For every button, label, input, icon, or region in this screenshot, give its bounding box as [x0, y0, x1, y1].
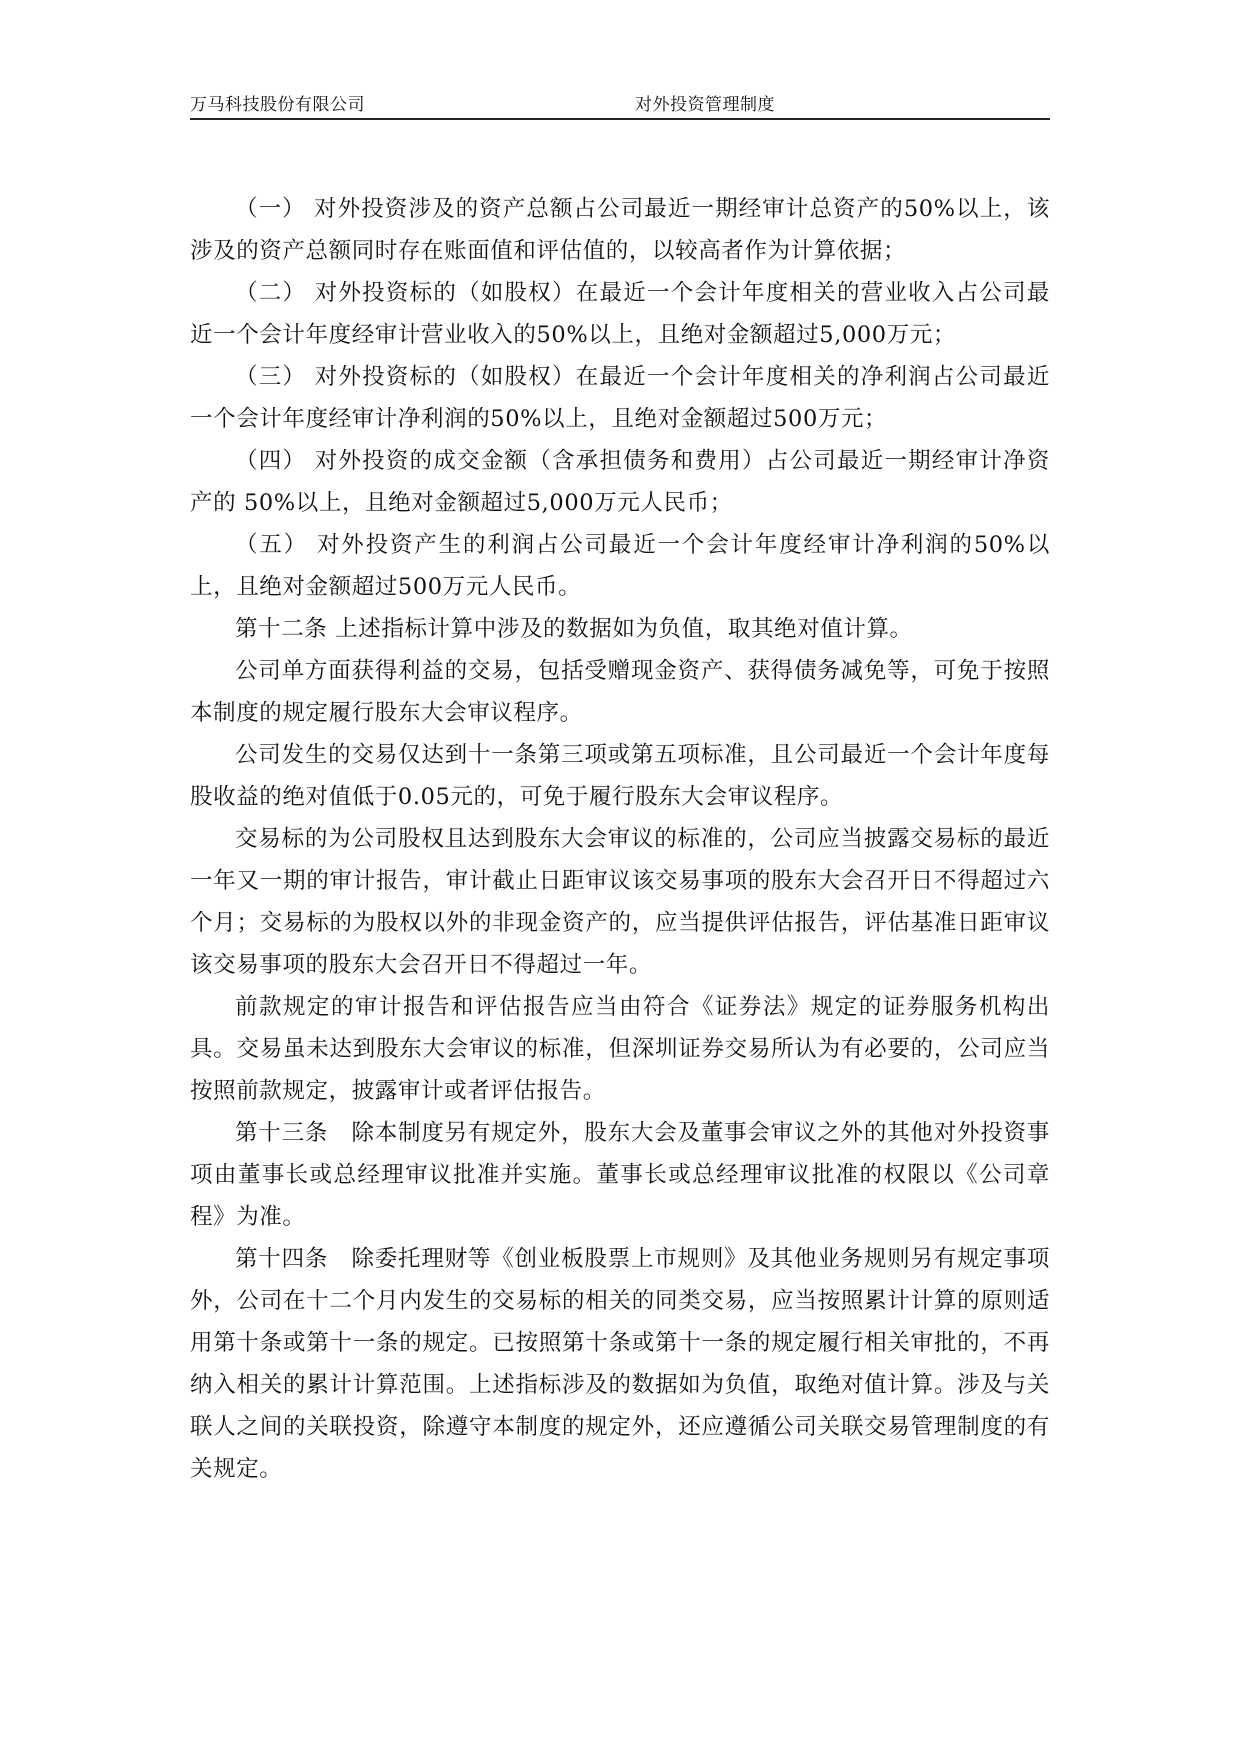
article-12-paragraph-5: 前款规定的审计报告和评估报告应当由符合《证券法》规定的证券服务机构出具。交易虽未达到股东大会审议的标准，但深圳证券交易所认为有必要的，公司应当按照前款规定，披露审计或者评估报告。 — [190, 994, 1050, 1104]
article-13: 第十三条 除本制度另有规定外，股东大会及董事会审议之外的其他对外投资事项由董事长或总经理审议批准并实施。董事长或总经理审议批准的权限以《公司章程》为准。 — [190, 1120, 1050, 1230]
clause-item-3: （三） 对外投资标的（如股权）在最近一个会计年度相关的净利润占公司最近一个会计年度经审计净利润的50%以上，且绝对金额超过500万元； — [190, 364, 1050, 432]
article-14: 第十四条 除委托理财等《创业板股票上市规则》及其他业务规则另有规定事项外，公司在十二个月内发生的交易标的相关的同类交易，应当按照累计计算的原则适用第十条或第十一条的规定。已按照第十条或第十一条的规定履行相关审批的，不再纳入相关的累计计算范围。上述指标涉及的数据如为负值，取绝对值计算。涉及与关联人之间的关联投资，除遵守本制度的规定外，还应遵循公司关联交易管理制度的有关规定。 — [190, 1246, 1050, 1482]
header-company-name: 万马科技股份有限公司 — [190, 95, 365, 115]
page-header — [190, 84, 1050, 120]
article-12: 第十二条 上述指标计算中涉及的数据如为负值，取其绝对值计算。 — [235, 616, 913, 642]
clause-item-4: （四） 对外投资的成交金额（含承担债务和费用）占公司最近一期经审计净资产的 50%以上，且绝对金额超过5,000万元人民币； — [190, 448, 1050, 516]
article-12-paragraph-3: 公司发生的交易仅达到十一条第三项或第五项标准，且公司最近一个会计年度每股收益的绝对值低于0.05元的，可免于履行股东大会审议程序。 — [190, 742, 1050, 810]
clause-item-1: （一） 对外投资涉及的资产总额占公司最近一期经审计总资产的50%以上，该涉及的资产总额同时存在账面值和评估值的，以较高者作为计算依据； — [190, 196, 1050, 264]
document-body — [190, 188, 1050, 1490]
clause-item-5: （五） 对外投资产生的利润占公司最近一个会计年度经审计净利润的50%以上，且绝对金额超过500万元人民币。 — [190, 532, 1050, 600]
article-12-paragraph-2: 公司单方面获得利益的交易，包括受赠现金资产、获得债务减免等，可免于按照本制度的规定履行股东大会审议程序。 — [190, 658, 1050, 726]
header-document-title: 对外投资管理制度 — [635, 95, 775, 115]
article-12-paragraph-4: 交易标的为公司股权且达到股东大会审议的标准的，公司应当披露交易标的最近一年又一期的审计报告，审计截止日距审议该交易事项的股东大会召开日不得超过六个月；交易标的为股权以外的非现金资产的，应当提供评估报告，评估基准日距审议该交易事项的股东大会召开日不得超过一年。 — [190, 826, 1050, 978]
clause-item-2: （二） 对外投资标的（如股权）在最近一个会计年度相关的营业收入占公司最近一个会计年度经审计营业收入的50%以上，且绝对金额超过5,000万元； — [190, 280, 1050, 348]
